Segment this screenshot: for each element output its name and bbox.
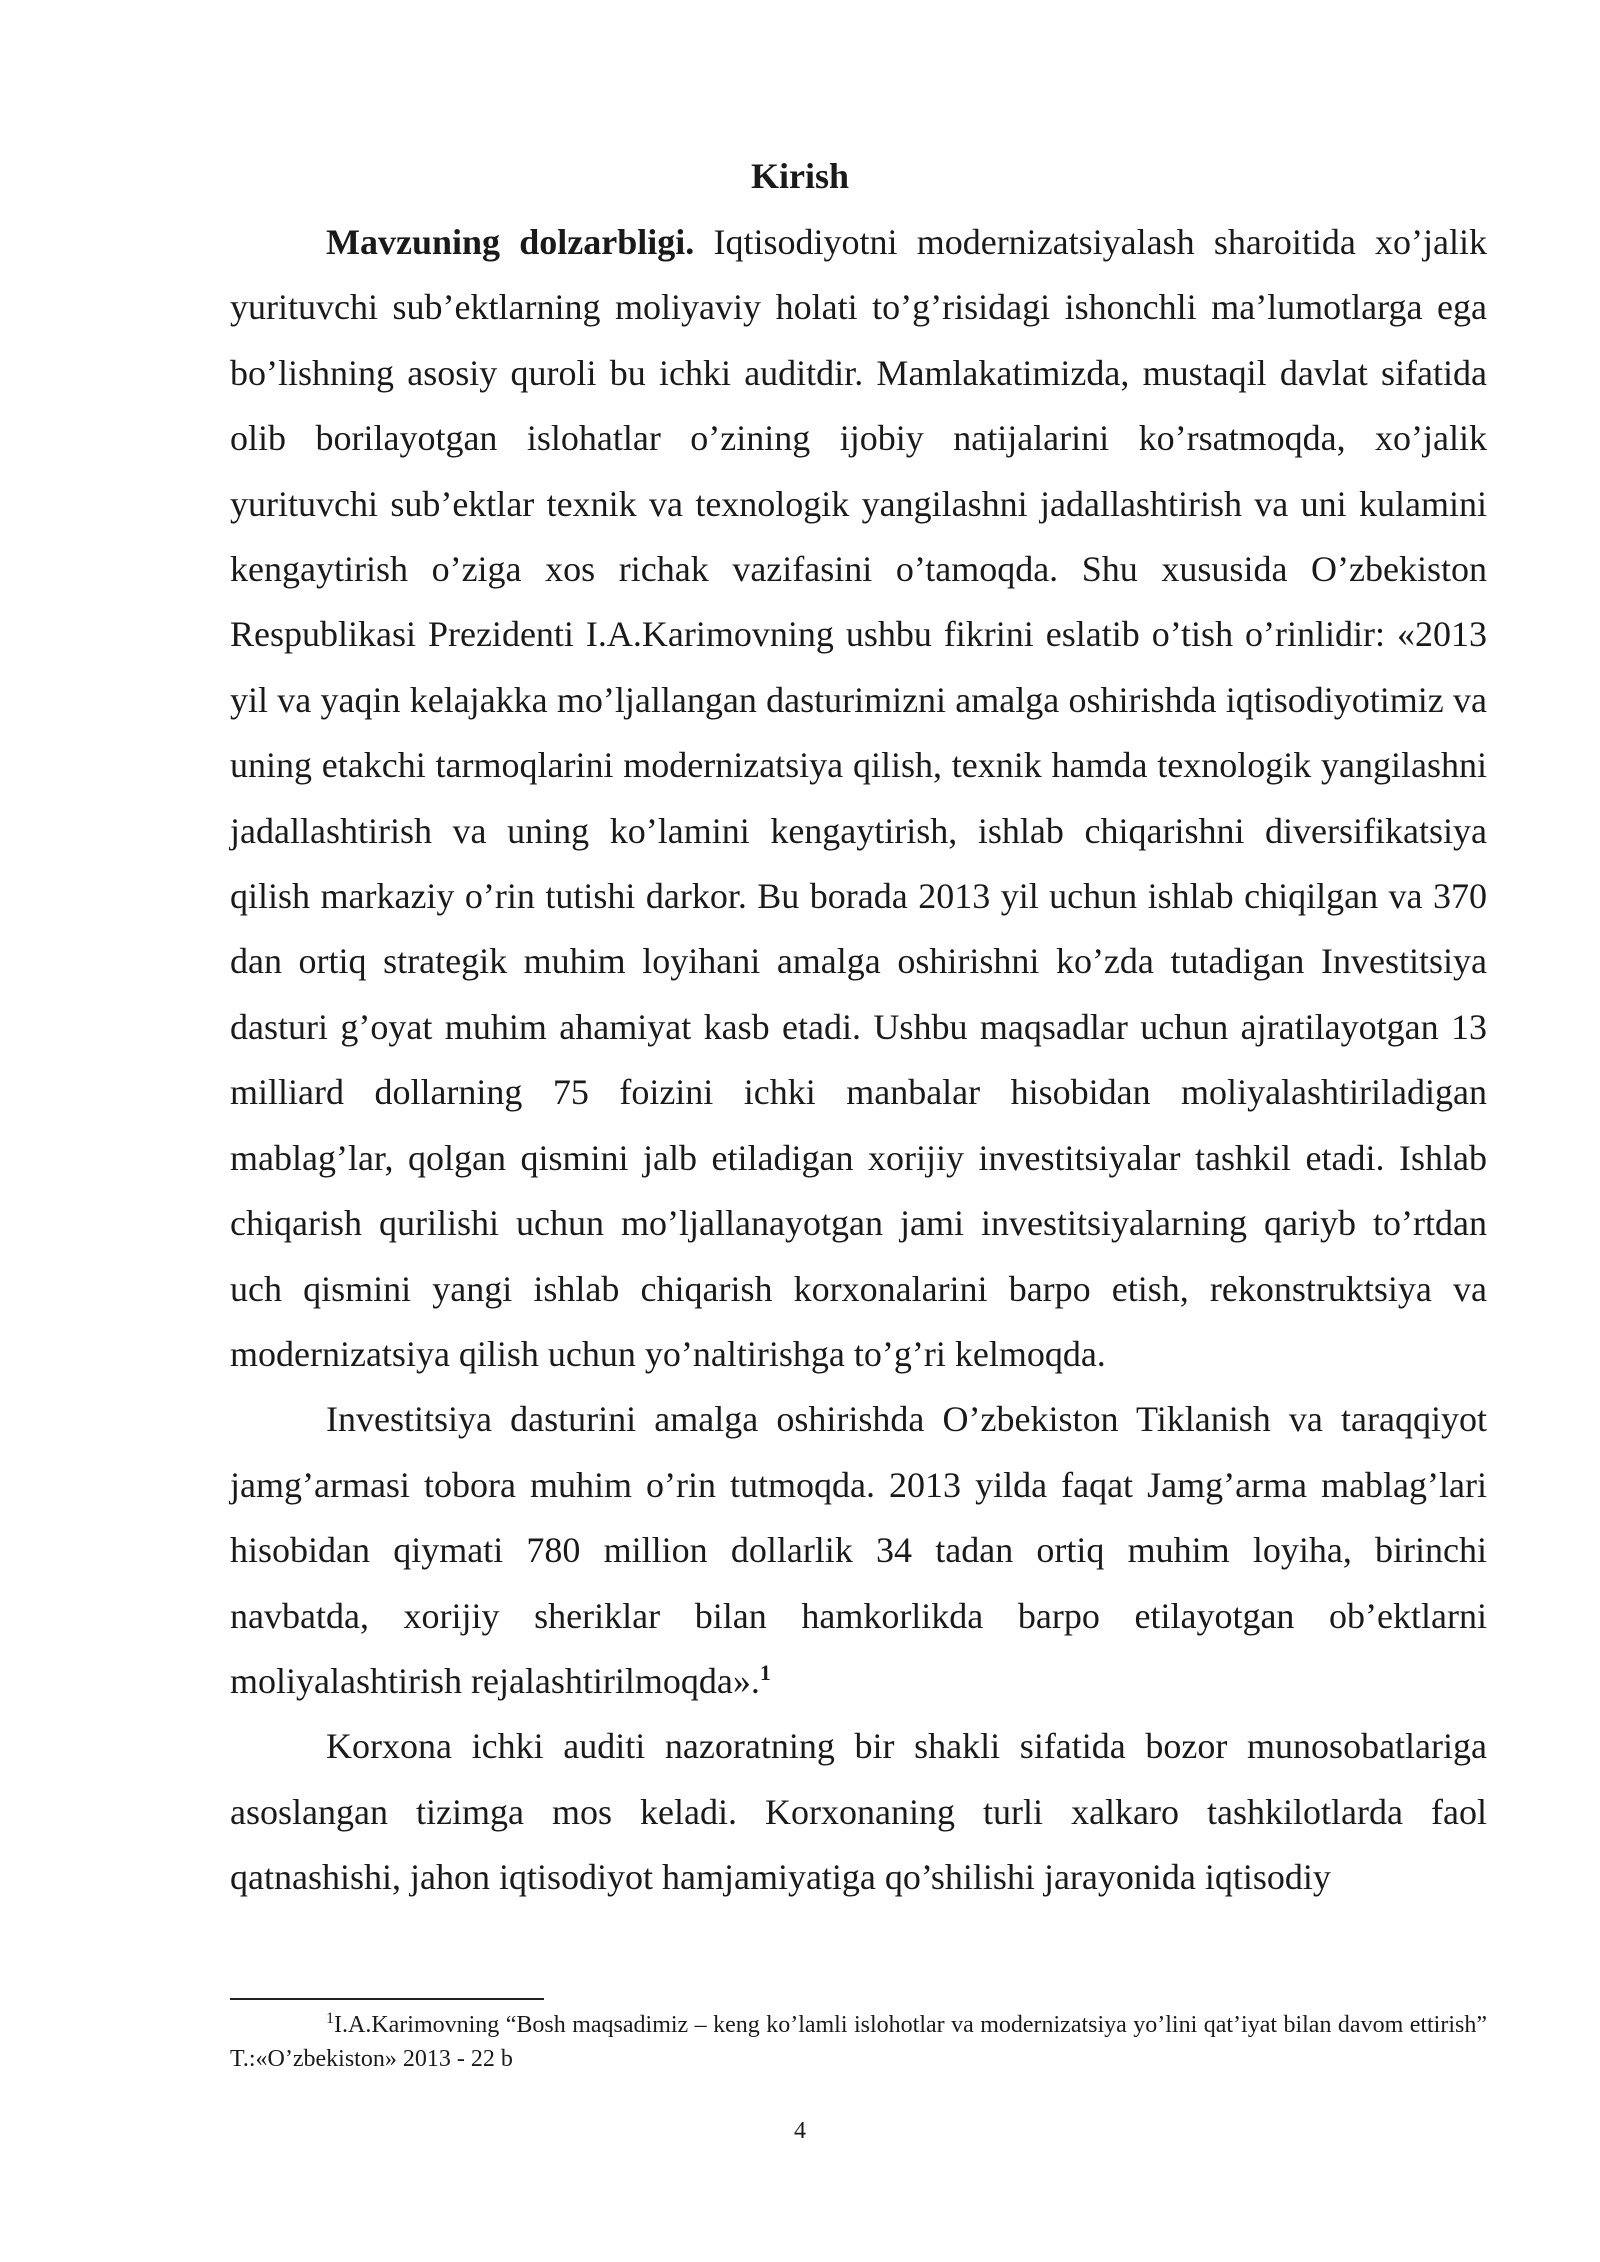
footnote-text: I.A.Karimovning “Bosh maqsadimiz – keng ko’lamli islohotlar va modernizatsiya yo’lini qat’iyat bilan davom ettirish” T.:«O’zbekiston» 2013 - 22 b — [230, 2012, 1487, 2072]
paragraph-text: Iqtisodiyotni modernizatsiyalash sharoitida xo’jalik yurituvchi sub’ektlarning moliyaviy holati to’g’risidagi ishonchli ma’lumotlarga ega bo’lishning asosiy quroli bu ichki auditdir. Mamlakatimizda, mustaqil davlat sifatida olib borilayotgan islohatlar o’zining ijobiy natijalarini ko’rsatmoqda, xo’jalik yurituvchi sub’ektlar texnik va texnologik yangilashni jadallashtirish va uni kulamini kengaytirish o’ziga xos richak vazifasini o’tamoqda. Shu xususida O’zbekiston Respublikasi Prezidenti I.A.Karimovning ushbu fikrini eslatib o’tish o’rinlidir: «2013 yil va yaqin kelajakka mo’ljallangan dasturimizni amalga oshirishda iqtisodiyotimiz va uning etakchi tarmoqlarini modernizatsiya qilish, texnik hamda texnologik yangilashni jadallashtirish va uning ko’lamini kengaytirish, ishlab chiqarishni diversifikatsiya qilish markaziy o’rin tutishi darkor. Bu borada 2013 yil uchun ishlab chiqilgan va 370 dan ortiq strategik muhim loyihani amalga oshirishni ko’zda tutadigan Investitsiya dasturi g’oyat muhim ahamiyat kasb etadi. Ushbu maqsadlar uchun ajratilayotgan 13 milliard dollarning 75 foizini ichki manbalar hisobidan moliyalashtiriladigan mablag’lar, qolgan qismini jalb etiladigan xorijiy investitsiyalar tashkil etadi. Ishlab chiqarish qurilishi uchun mo’ljallanayotgan jami investitsiyalarning qariyb to’rtdan uch qismini yangi ishlab chiqarish korxonalarini barpo etish, rekonstruktsiya va modernizatsiya qilish uchun yo’naltirishga to’g’ri kelmoqda. — [230, 222, 1488, 1374]
footnote-reference[interactable]: 1 — [759, 1659, 771, 1685]
footnote-marker: 1 — [326, 2010, 334, 2027]
paragraph-text: Investitsiya dasturini amalga oshirishda O’zbekiston Tiklanish va taraqqiyot jamg’armasi tobora muhim o’rin tutmoqda. 2013 yilda faqat Jamg’arma mablag’lari hisobidan qiymati 780 million dollarlik 34 tadan ortiq muhim loyiha, birinchi navbatda, xorijiy sheriklar bilan hamkorlikda barpo etilayotgan ob’ektlarni moliyalashtirish rejalashtirilmoqda». — [230, 1399, 1487, 1701]
footnote — [230, 2008, 1487, 2076]
paragraph-3 — [230, 1714, 1487, 1910]
paragraph-text: Korxona ichki auditi nazoratning bir shakli sifatida bozor munosobatlariga asoslangan tizimga mos keladi. Korxonaning turli xalkaro tashkilotlarda faol qatnashishi, jahon iqtisodiyot hamjamiyatiga qo’shilishi jarayonida iqtisodiy — [230, 1726, 1487, 1898]
footnote-divider — [230, 1998, 544, 2000]
paragraph-lead: Mavzuning dolzarbligi. — [326, 222, 695, 262]
page-number: 4 — [794, 2118, 806, 2144]
page-title: Kirish — [750, 156, 849, 196]
paragraph-1 — [230, 210, 1487, 1387]
body-text — [230, 210, 1487, 1911]
paragraph-2 — [230, 1387, 1487, 1714]
